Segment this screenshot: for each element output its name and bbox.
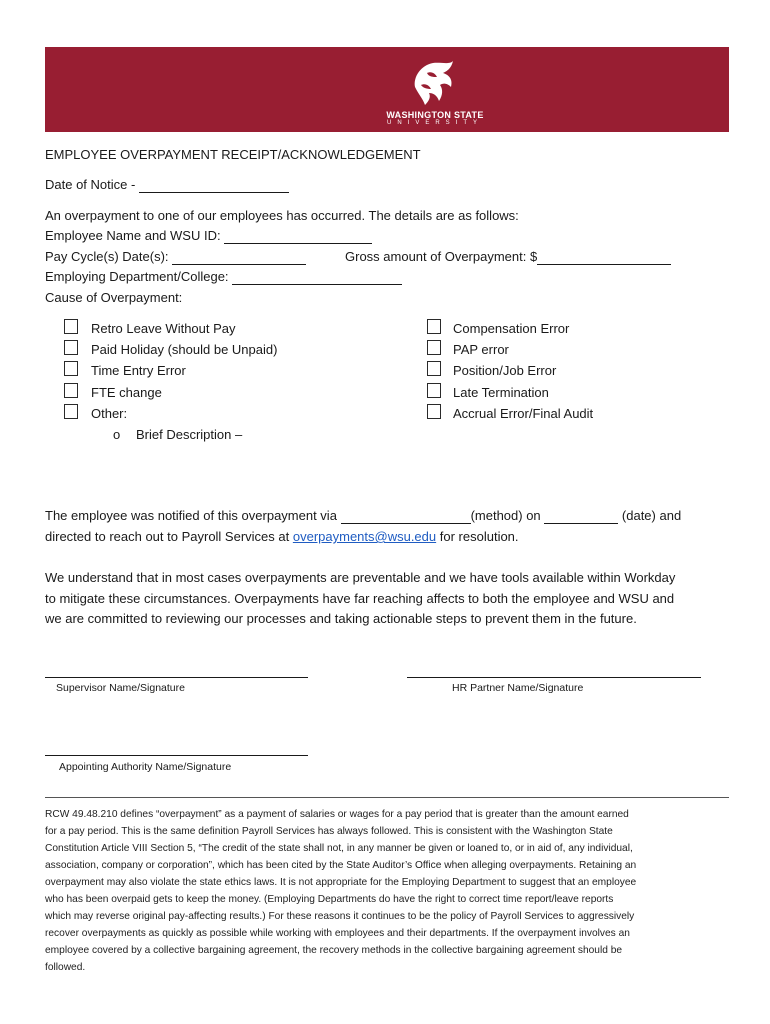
pay-cycle-row	[45, 249, 306, 265]
notification-suffix: for resolution.	[439, 529, 519, 544]
gross-amount-field[interactable]	[537, 251, 671, 265]
cause-late-termination-label: Late Termination	[453, 385, 549, 400]
legal-line: recover overpayments as quickly as possible while working with employees and their departments. If the overpayment involves an	[45, 928, 630, 939]
legal-line: association, company or corporation”, which has been cited by the State Auditor’s Office when alleging overpayments. Retaining an	[45, 860, 637, 871]
statement-line2: to mitigate these circumstances. Overpayments have far reaching affects to both the employee and WSU and	[45, 591, 675, 606]
date-of-notice-field[interactable]	[139, 179, 289, 193]
notification-date-field[interactable]	[544, 510, 618, 524]
cause-retro-leave-label: Retro Leave Without Pay	[91, 321, 236, 336]
checkbox-position-job-error[interactable]	[427, 361, 441, 376]
checkbox-retro-leave[interactable]	[64, 319, 78, 334]
cause-other-label: Other:	[91, 406, 128, 421]
employee-name-label: Employee Name and WSU ID:	[45, 228, 221, 243]
logo-subwordmark: UNIVERSITY	[386, 120, 483, 126]
hr-partner-signature-label: HR Partner Name/Signature	[452, 682, 584, 694]
date-of-notice-row	[45, 177, 289, 193]
legal-line: for a pay period. This is the same definition Payroll Services has always followed. This is consistent with the Washington State	[45, 826, 613, 837]
brief-description-label: Brief Description –	[136, 427, 243, 442]
hr-partner-signature-line[interactable]	[407, 677, 701, 678]
method-label: (method) on	[470, 508, 541, 523]
checkbox-pap-error[interactable]	[427, 340, 441, 355]
department-field[interactable]	[232, 271, 402, 285]
supervisor-signature-line[interactable]	[45, 677, 308, 678]
notification-line2	[45, 529, 519, 545]
legal-line: who has been overpaid gets to keep the money. (Employing Departments do have the right to correct time report/leave reports	[45, 894, 614, 905]
cougar-head-icon	[407, 57, 459, 107]
checkbox-paid-holiday[interactable]	[64, 340, 78, 355]
legal-line: overpayment may also violate the state ethics laws. It is not appropriate for the Employing Department to suggest that an employee	[45, 877, 637, 888]
checkbox-time-entry[interactable]	[64, 361, 78, 376]
cause-paid-holiday-label: Paid Holiday (should be Unpaid)	[91, 342, 278, 357]
date-label: (date) and	[621, 508, 682, 523]
email-link[interactable]: overpayments@wsu.edu	[292, 529, 437, 544]
legal-line: followed.	[45, 962, 86, 973]
method-field[interactable]	[341, 510, 471, 524]
appointing-signature-label: Appointing Authority Name/Signature	[59, 761, 232, 773]
gross-amount-label: Gross amount of Overpayment: $	[345, 249, 538, 264]
notification-prefix: directed to reach out to Payroll Services at	[45, 529, 290, 544]
department-row	[45, 269, 402, 285]
department-label: Employing Department/College:	[45, 269, 229, 284]
legal-line: employee covered by a collective bargaining agreement, the recovery methods in the collective bargaining agreement should be	[45, 945, 623, 956]
cause-pap-error-label: PAP error	[453, 342, 509, 357]
cause-accrual-error-label: Accrual Error/Final Audit	[453, 406, 594, 421]
pay-cycle-field[interactable]	[172, 251, 306, 265]
header-banner	[45, 47, 729, 132]
intro-text: An overpayment to one of our employees has occurred. The details are as follows:	[45, 208, 519, 223]
cause-compensation-error-label: Compensation Error	[453, 321, 570, 336]
cause-position-job-error-label: Position/Job Error	[453, 363, 557, 378]
date-of-notice-label: Date of Notice -	[45, 177, 136, 192]
appointing-signature-line[interactable]	[45, 755, 308, 756]
notification-line1	[45, 508, 681, 524]
form-title: EMPLOYEE OVERPAYMENT RECEIPT/ACKNOWLEDGEMENT	[45, 147, 421, 162]
checkbox-accrual-error[interactable]	[427, 404, 441, 419]
cause-fte-change-label: FTE change	[91, 385, 162, 400]
checkbox-compensation-error[interactable]	[427, 319, 441, 334]
legal-text	[45, 806, 729, 976]
notification-text: The employee was notified of this overpayment via	[45, 508, 337, 523]
cause-time-entry-label: Time Entry Error	[91, 363, 186, 378]
logo-wordmark: WASHINGTON STATE	[386, 110, 484, 120]
divider	[45, 797, 729, 798]
statement-line1: We understand that in most cases overpayments are preventable and we have tools available within Workday	[45, 570, 676, 585]
employee-name-row	[45, 228, 372, 244]
legal-line: Constitution Article VIII Section 5, “The credit of the state shall not, in any manner be given or loaned to, or in aid of, any individual,	[45, 843, 633, 854]
checkbox-fte-change[interactable]	[64, 383, 78, 398]
cause-label: Cause of Overpayment:	[45, 290, 183, 305]
pay-cycle-label: Pay Cycle(s) Date(s):	[45, 249, 169, 264]
supervisor-signature-label: Supervisor Name/Signature	[56, 682, 185, 694]
legal-line: RCW 49.48.210 defines “overpayment” as a payment of salaries or wages for a pay period that is greater than the amount earned	[45, 809, 629, 820]
bullet-icon: o	[113, 427, 121, 442]
checkbox-other[interactable]	[64, 404, 78, 419]
gross-amount-row	[345, 249, 671, 265]
checkbox-late-termination[interactable]	[427, 383, 441, 398]
employee-name-field[interactable]	[224, 230, 372, 244]
legal-line: which may reverse original pay-affecting results.) For these reasons it continues to be the policy of Payroll Services to aggressively	[45, 911, 635, 922]
statement-line3: we are committed to reviewing our processes and taking actionable steps to prevent them in the future.	[45, 611, 637, 626]
wsu-logo	[45, 47, 729, 132]
